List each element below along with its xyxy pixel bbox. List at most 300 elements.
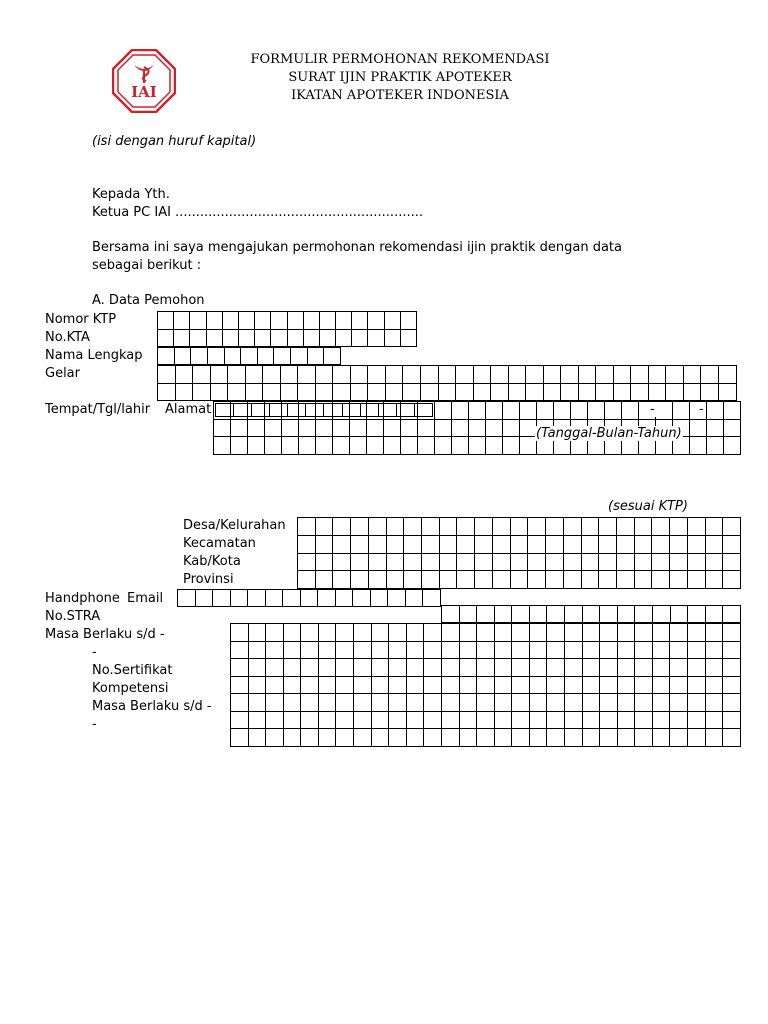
grid-cell[interactable] xyxy=(439,553,457,571)
grid-cell[interactable] xyxy=(298,518,316,536)
grid-cell[interactable] xyxy=(333,437,350,455)
grid-cell[interactable] xyxy=(670,676,688,694)
grid-cell[interactable] xyxy=(368,535,386,553)
grid-cell[interactable] xyxy=(459,711,477,729)
grid-cell[interactable] xyxy=(688,659,706,677)
grid-cell[interactable] xyxy=(688,711,706,729)
grid-cell[interactable] xyxy=(635,659,653,677)
grid-cell[interactable] xyxy=(336,711,354,729)
grid-cell[interactable] xyxy=(512,711,530,729)
grid-cell[interactable] xyxy=(368,383,386,401)
grid-cell[interactable] xyxy=(666,366,684,384)
grid-ktp-kta[interactable] xyxy=(157,311,417,347)
grid-cell[interactable] xyxy=(301,729,319,747)
grid-cell[interactable] xyxy=(303,312,319,330)
grid-cell[interactable] xyxy=(158,329,174,347)
grid-cell[interactable] xyxy=(510,535,528,553)
grid-cell[interactable] xyxy=(300,590,318,607)
grid-cell[interactable] xyxy=(193,366,211,384)
grid-cell[interactable] xyxy=(723,711,741,729)
grid-cell[interactable] xyxy=(333,419,350,437)
grid-cell[interactable] xyxy=(512,676,530,694)
grid-cell[interactable] xyxy=(231,729,249,747)
grid-cell[interactable] xyxy=(315,383,333,401)
grid-cell[interactable] xyxy=(214,437,231,455)
grid-cell[interactable] xyxy=(158,383,176,401)
grid-cell[interactable] xyxy=(333,571,351,589)
grid-cell[interactable] xyxy=(367,419,384,437)
grid-cell[interactable] xyxy=(529,676,547,694)
grid-cell[interactable] xyxy=(423,590,441,607)
grid-cell[interactable] xyxy=(301,641,319,659)
grid-cell[interactable] xyxy=(400,329,416,347)
grid-stra-sertifikat[interactable] xyxy=(230,623,741,747)
grid-cell[interactable] xyxy=(248,419,265,437)
grid-cell[interactable] xyxy=(350,366,368,384)
grid-cell[interactable] xyxy=(617,606,635,623)
grid-cell[interactable] xyxy=(367,437,384,455)
grid-cell[interactable] xyxy=(231,711,249,729)
grid-cell[interactable] xyxy=(582,641,600,659)
grid-cell[interactable] xyxy=(547,729,565,747)
grid-cell[interactable] xyxy=(494,606,512,623)
grid-cell[interactable] xyxy=(441,694,459,712)
grid-cell[interactable] xyxy=(318,676,336,694)
grid-cell[interactable] xyxy=(214,419,231,437)
grid-cell[interactable] xyxy=(582,676,600,694)
grid-cell[interactable] xyxy=(652,711,670,729)
grid-cell[interactable] xyxy=(195,590,213,607)
grid-cell[interactable] xyxy=(652,606,670,623)
grid-cell[interactable] xyxy=(617,676,635,694)
grid-cell[interactable] xyxy=(452,419,469,437)
grid-cell[interactable] xyxy=(420,383,438,401)
grid-cell[interactable] xyxy=(354,694,372,712)
grid-cell[interactable] xyxy=(231,641,249,659)
grid-cell[interactable] xyxy=(245,366,263,384)
grid-cell[interactable] xyxy=(307,348,324,365)
grid-cell[interactable] xyxy=(582,624,600,642)
grid-cell[interactable] xyxy=(613,366,631,384)
grid-cell[interactable] xyxy=(529,659,547,677)
grid-cell[interactable] xyxy=(424,641,442,659)
grid-cell[interactable] xyxy=(257,348,274,365)
grid-cell[interactable] xyxy=(537,402,554,420)
grid-cell[interactable] xyxy=(707,419,724,437)
grid-cell[interactable] xyxy=(670,518,688,536)
grid-cell[interactable] xyxy=(231,694,249,712)
grid-cell[interactable] xyxy=(605,402,622,420)
grid-cell[interactable] xyxy=(336,659,354,677)
grid-cell[interactable] xyxy=(283,590,301,607)
grid-cell[interactable] xyxy=(228,383,246,401)
grid-cell[interactable] xyxy=(546,535,564,553)
grid-cell[interactable] xyxy=(503,437,520,455)
grid-cell[interactable] xyxy=(452,402,469,420)
grid-cell[interactable] xyxy=(459,694,477,712)
grid-cell[interactable] xyxy=(222,312,238,330)
grid-cell[interactable] xyxy=(441,641,459,659)
grid-cell[interactable] xyxy=(459,676,477,694)
grid-cell[interactable] xyxy=(477,641,495,659)
grid-cell[interactable] xyxy=(248,659,266,677)
grid-cell[interactable] xyxy=(306,404,324,417)
grid-cell[interactable] xyxy=(403,366,421,384)
grid-cell[interactable] xyxy=(459,641,477,659)
grid-cell[interactable] xyxy=(406,694,424,712)
grid-cell[interactable] xyxy=(547,606,565,623)
grid-cell[interactable] xyxy=(265,437,282,455)
grid-cell[interactable] xyxy=(705,606,723,623)
grid-cell[interactable] xyxy=(652,535,670,553)
grid-cell[interactable] xyxy=(396,404,414,417)
grid-cell[interactable] xyxy=(459,729,477,747)
grid-cell[interactable] xyxy=(687,518,705,536)
grid-cell[interactable] xyxy=(414,404,432,417)
grid-cell[interactable] xyxy=(351,535,369,553)
grid-cell[interactable] xyxy=(648,383,666,401)
grid-cell[interactable] xyxy=(315,553,333,571)
grid-cell[interactable] xyxy=(301,624,319,642)
grid-cell[interactable] xyxy=(333,553,351,571)
grid-cell[interactable] xyxy=(234,404,252,417)
grid-cell[interactable] xyxy=(424,676,442,694)
grid-cell[interactable] xyxy=(206,312,222,330)
grid-cell[interactable] xyxy=(210,383,228,401)
grid-cell[interactable] xyxy=(688,729,706,747)
grid-cell[interactable] xyxy=(248,641,266,659)
grid-cell[interactable] xyxy=(190,312,206,330)
grid-cell[interactable] xyxy=(351,553,369,571)
grid-cell[interactable] xyxy=(190,329,206,347)
grid-cell[interactable] xyxy=(529,729,547,747)
grid-cell[interactable] xyxy=(564,659,582,677)
grid-cell[interactable] xyxy=(520,402,537,420)
grid-cell[interactable] xyxy=(512,641,530,659)
grid-cell[interactable] xyxy=(578,366,596,384)
grid-cell[interactable] xyxy=(477,676,495,694)
grid-cell[interactable] xyxy=(386,535,404,553)
grid-cell[interactable] xyxy=(494,676,512,694)
grid-cell[interactable] xyxy=(231,419,248,437)
grid-cell[interactable] xyxy=(299,437,316,455)
grid-cell[interactable] xyxy=(406,624,424,642)
grid-cell[interactable] xyxy=(547,641,565,659)
grid-cell[interactable] xyxy=(707,402,724,420)
grid-cell[interactable] xyxy=(705,676,723,694)
grid-cell[interactable] xyxy=(191,348,208,365)
grid-cell[interactable] xyxy=(581,518,599,536)
grid-cell[interactable] xyxy=(174,348,191,365)
grid-cell[interactable] xyxy=(287,329,303,347)
grid-cell[interactable] xyxy=(368,329,384,347)
grid-cell[interactable] xyxy=(617,694,635,712)
grid-cell[interactable] xyxy=(491,383,509,401)
grid-cell[interactable] xyxy=(441,624,459,642)
grid-cell[interactable] xyxy=(564,711,582,729)
grid-cell[interactable] xyxy=(255,312,271,330)
grid-cell[interactable] xyxy=(283,676,301,694)
grid-cell[interactable] xyxy=(270,404,288,417)
grid-cell[interactable] xyxy=(371,729,389,747)
grid-cell[interactable] xyxy=(688,641,706,659)
grid-handphone[interactable] xyxy=(177,589,441,607)
grid-cell[interactable] xyxy=(582,729,600,747)
grid-cell[interactable] xyxy=(271,312,287,330)
grid-cell[interactable] xyxy=(351,571,369,589)
grid-gelar[interactable] xyxy=(157,365,737,401)
grid-cell[interactable] xyxy=(477,729,495,747)
grid-cell[interactable] xyxy=(245,383,263,401)
grid-cell[interactable] xyxy=(547,659,565,677)
grid-cell[interactable] xyxy=(666,383,684,401)
grid-cell[interactable] xyxy=(723,624,741,642)
grid-cell[interactable] xyxy=(315,535,333,553)
grid-cell[interactable] xyxy=(616,571,634,589)
grid-cell[interactable] xyxy=(406,659,424,677)
grid-cell[interactable] xyxy=(492,553,510,571)
grid-cell[interactable] xyxy=(688,694,706,712)
grid-cell[interactable] xyxy=(174,312,190,330)
grid-cell[interactable] xyxy=(389,676,407,694)
grid-cell[interactable] xyxy=(386,518,404,536)
grid-cell[interactable] xyxy=(616,518,634,536)
grid-cell[interactable] xyxy=(486,437,503,455)
grid-cell[interactable] xyxy=(422,553,440,571)
grid-cell[interactable] xyxy=(248,694,266,712)
grid-cell[interactable] xyxy=(561,383,579,401)
grid-cell[interactable] xyxy=(652,659,670,677)
grid-cell[interactable] xyxy=(404,535,422,553)
grid-cell[interactable] xyxy=(441,729,459,747)
grid-cell[interactable] xyxy=(564,641,582,659)
grid-cell[interactable] xyxy=(600,711,618,729)
grid-cell[interactable] xyxy=(324,348,341,365)
grid-cell[interactable] xyxy=(265,590,283,607)
grid-cell[interactable] xyxy=(688,606,706,623)
grid-cell[interactable] xyxy=(315,518,333,536)
grid-cell[interactable] xyxy=(213,590,231,607)
grid-cell[interactable] xyxy=(494,729,512,747)
grid-cell[interactable] xyxy=(469,419,486,437)
grid-cell[interactable] xyxy=(475,553,493,571)
grid-cell[interactable] xyxy=(617,659,635,677)
grid-cell[interactable] xyxy=(512,624,530,642)
grid-cell[interactable] xyxy=(439,518,457,536)
grid-cell[interactable] xyxy=(547,711,565,729)
grid-cell[interactable] xyxy=(494,711,512,729)
grid-cell[interactable] xyxy=(581,535,599,553)
grid-cell[interactable] xyxy=(631,366,649,384)
grid-cell[interactable] xyxy=(282,419,299,437)
grid-cell[interactable] xyxy=(494,694,512,712)
grid-cell[interactable] xyxy=(457,518,475,536)
grid-cell[interactable] xyxy=(486,419,503,437)
grid-cell[interactable] xyxy=(248,437,265,455)
grid-cell[interactable] xyxy=(528,553,546,571)
grid-cell[interactable] xyxy=(266,694,284,712)
grid-cell[interactable] xyxy=(350,437,367,455)
grid-cell[interactable] xyxy=(193,383,211,401)
grid-cell[interactable] xyxy=(435,402,452,420)
grid-cell[interactable] xyxy=(231,659,249,677)
grid-cell[interactable] xyxy=(368,571,386,589)
grid-cell[interactable] xyxy=(318,659,336,677)
grid-cell[interactable] xyxy=(528,571,546,589)
grid-cell[interactable] xyxy=(635,694,653,712)
grid-cell[interactable] xyxy=(389,624,407,642)
grid-cell[interactable] xyxy=(207,348,224,365)
grid-cell[interactable] xyxy=(385,366,403,384)
grid-cell[interactable] xyxy=(510,553,528,571)
grid-cell[interactable] xyxy=(354,624,372,642)
grid-cell[interactable] xyxy=(564,676,582,694)
grid-cell[interactable] xyxy=(441,659,459,677)
grid-cell[interactable] xyxy=(424,711,442,729)
grid-cell[interactable] xyxy=(175,383,193,401)
grid-cell[interactable] xyxy=(600,659,618,677)
grid-cell[interactable] xyxy=(477,606,495,623)
grid-cell[interactable] xyxy=(503,419,520,437)
grid-cell[interactable] xyxy=(503,402,520,420)
grid-cell[interactable] xyxy=(158,312,174,330)
grid-cell[interactable] xyxy=(206,329,222,347)
grid-cell[interactable] xyxy=(336,624,354,642)
grid-cell[interactable] xyxy=(389,694,407,712)
grid-cell[interactable] xyxy=(422,518,440,536)
grid-cell[interactable] xyxy=(723,676,741,694)
grid-cell[interactable] xyxy=(494,659,512,677)
grid-cell[interactable] xyxy=(599,535,617,553)
grid-cell[interactable] xyxy=(354,641,372,659)
grid-cell[interactable] xyxy=(210,366,228,384)
grid-cell[interactable] xyxy=(528,535,546,553)
grid-cell[interactable] xyxy=(384,329,400,347)
grid-cell[interactable] xyxy=(634,535,652,553)
grid-cell[interactable] xyxy=(283,641,301,659)
grid-cell[interactable] xyxy=(529,694,547,712)
grid-cell[interactable] xyxy=(452,437,469,455)
grid-cell[interactable] xyxy=(456,383,474,401)
grid-cell[interactable] xyxy=(617,711,635,729)
grid-cell[interactable] xyxy=(475,535,493,553)
grid-cell[interactable] xyxy=(723,553,741,571)
grid-cell[interactable] xyxy=(439,571,457,589)
grid-cell[interactable] xyxy=(705,571,723,589)
grid-cell[interactable] xyxy=(378,404,396,417)
grid-cell[interactable] xyxy=(617,641,635,659)
grid-cell[interactable] xyxy=(435,437,452,455)
grid-cell[interactable] xyxy=(158,366,176,384)
grid-cell[interactable] xyxy=(424,624,442,642)
grid-cell[interactable] xyxy=(336,329,352,347)
grid-cell[interactable] xyxy=(350,419,367,437)
grid-cell[interactable] xyxy=(386,571,404,589)
grid-cell[interactable] xyxy=(652,571,670,589)
grid-cell[interactable] xyxy=(350,383,368,401)
grid-cell[interactable] xyxy=(652,624,670,642)
grid-cell[interactable] xyxy=(582,606,600,623)
grid-cell[interactable] xyxy=(248,711,266,729)
grid-cell[interactable] xyxy=(473,383,491,401)
grid-cell[interactable] xyxy=(670,606,688,623)
grid-email[interactable] xyxy=(441,605,741,623)
grid-cell[interactable] xyxy=(673,402,690,420)
grid-cell[interactable] xyxy=(581,553,599,571)
grid-cell[interactable] xyxy=(316,437,333,455)
grid-cell[interactable] xyxy=(263,366,281,384)
grid-cell[interactable] xyxy=(494,624,512,642)
grid-cell[interactable] xyxy=(370,590,388,607)
grid-cell[interactable] xyxy=(652,694,670,712)
grid-cell[interactable] xyxy=(406,641,424,659)
grid-cell[interactable] xyxy=(175,366,193,384)
grid-cell[interactable] xyxy=(351,518,369,536)
grid-cell[interactable] xyxy=(266,624,284,642)
grid-cell[interactable] xyxy=(459,659,477,677)
grid-cell[interactable] xyxy=(231,624,249,642)
grid-cell[interactable] xyxy=(318,624,336,642)
grid-cell[interactable] xyxy=(547,676,565,694)
grid-cell[interactable] xyxy=(222,329,238,347)
grid-cell[interactable] xyxy=(492,518,510,536)
grid-cell[interactable] xyxy=(298,571,316,589)
grid-cell[interactable] xyxy=(384,312,400,330)
grid-cell[interactable] xyxy=(563,571,581,589)
grid-cell[interactable] xyxy=(600,676,618,694)
grid-cell[interactable] xyxy=(319,329,335,347)
grid-cell[interactable] xyxy=(318,641,336,659)
grid-cell[interactable] xyxy=(723,606,741,623)
grid-cell[interactable] xyxy=(405,590,423,607)
grid-cell[interactable] xyxy=(512,659,530,677)
grid-cell[interactable] xyxy=(252,404,270,417)
grid-cell[interactable] xyxy=(424,659,442,677)
grid-cell[interactable] xyxy=(652,676,670,694)
grid-cell[interactable] xyxy=(547,694,565,712)
grid-cell[interactable] xyxy=(435,419,452,437)
grid-cell[interactable] xyxy=(473,366,491,384)
grid-cell[interactable] xyxy=(248,624,266,642)
grid-cell[interactable] xyxy=(510,571,528,589)
grid-cell[interactable] xyxy=(723,571,741,589)
grid-cell[interactable] xyxy=(238,312,254,330)
grid-cell[interactable] xyxy=(457,553,475,571)
grid-cell[interactable] xyxy=(406,676,424,694)
grid-cell[interactable] xyxy=(353,590,371,607)
grid-cell[interactable] xyxy=(634,518,652,536)
grid-cell[interactable] xyxy=(316,419,333,437)
grid-cell[interactable] xyxy=(635,624,653,642)
grid-cell[interactable] xyxy=(368,518,386,536)
grid-cell[interactable] xyxy=(600,729,618,747)
grid-cell[interactable] xyxy=(563,518,581,536)
grid-cell[interactable] xyxy=(248,729,266,747)
grid-cell[interactable] xyxy=(389,729,407,747)
grid-cell[interactable] xyxy=(690,419,707,437)
grid-cell[interactable] xyxy=(301,711,319,729)
grid-cell[interactable] xyxy=(228,366,246,384)
grid-cell[interactable] xyxy=(282,437,299,455)
grid-cell[interactable] xyxy=(333,383,351,401)
grid-cell[interactable] xyxy=(494,641,512,659)
grid-cell[interactable] xyxy=(420,366,438,384)
grid-cell[interactable] xyxy=(705,659,723,677)
grid-cell[interactable] xyxy=(283,729,301,747)
grid-cell[interactable] xyxy=(266,676,284,694)
grid-cell[interactable] xyxy=(299,419,316,437)
grid-cell[interactable] xyxy=(547,624,565,642)
